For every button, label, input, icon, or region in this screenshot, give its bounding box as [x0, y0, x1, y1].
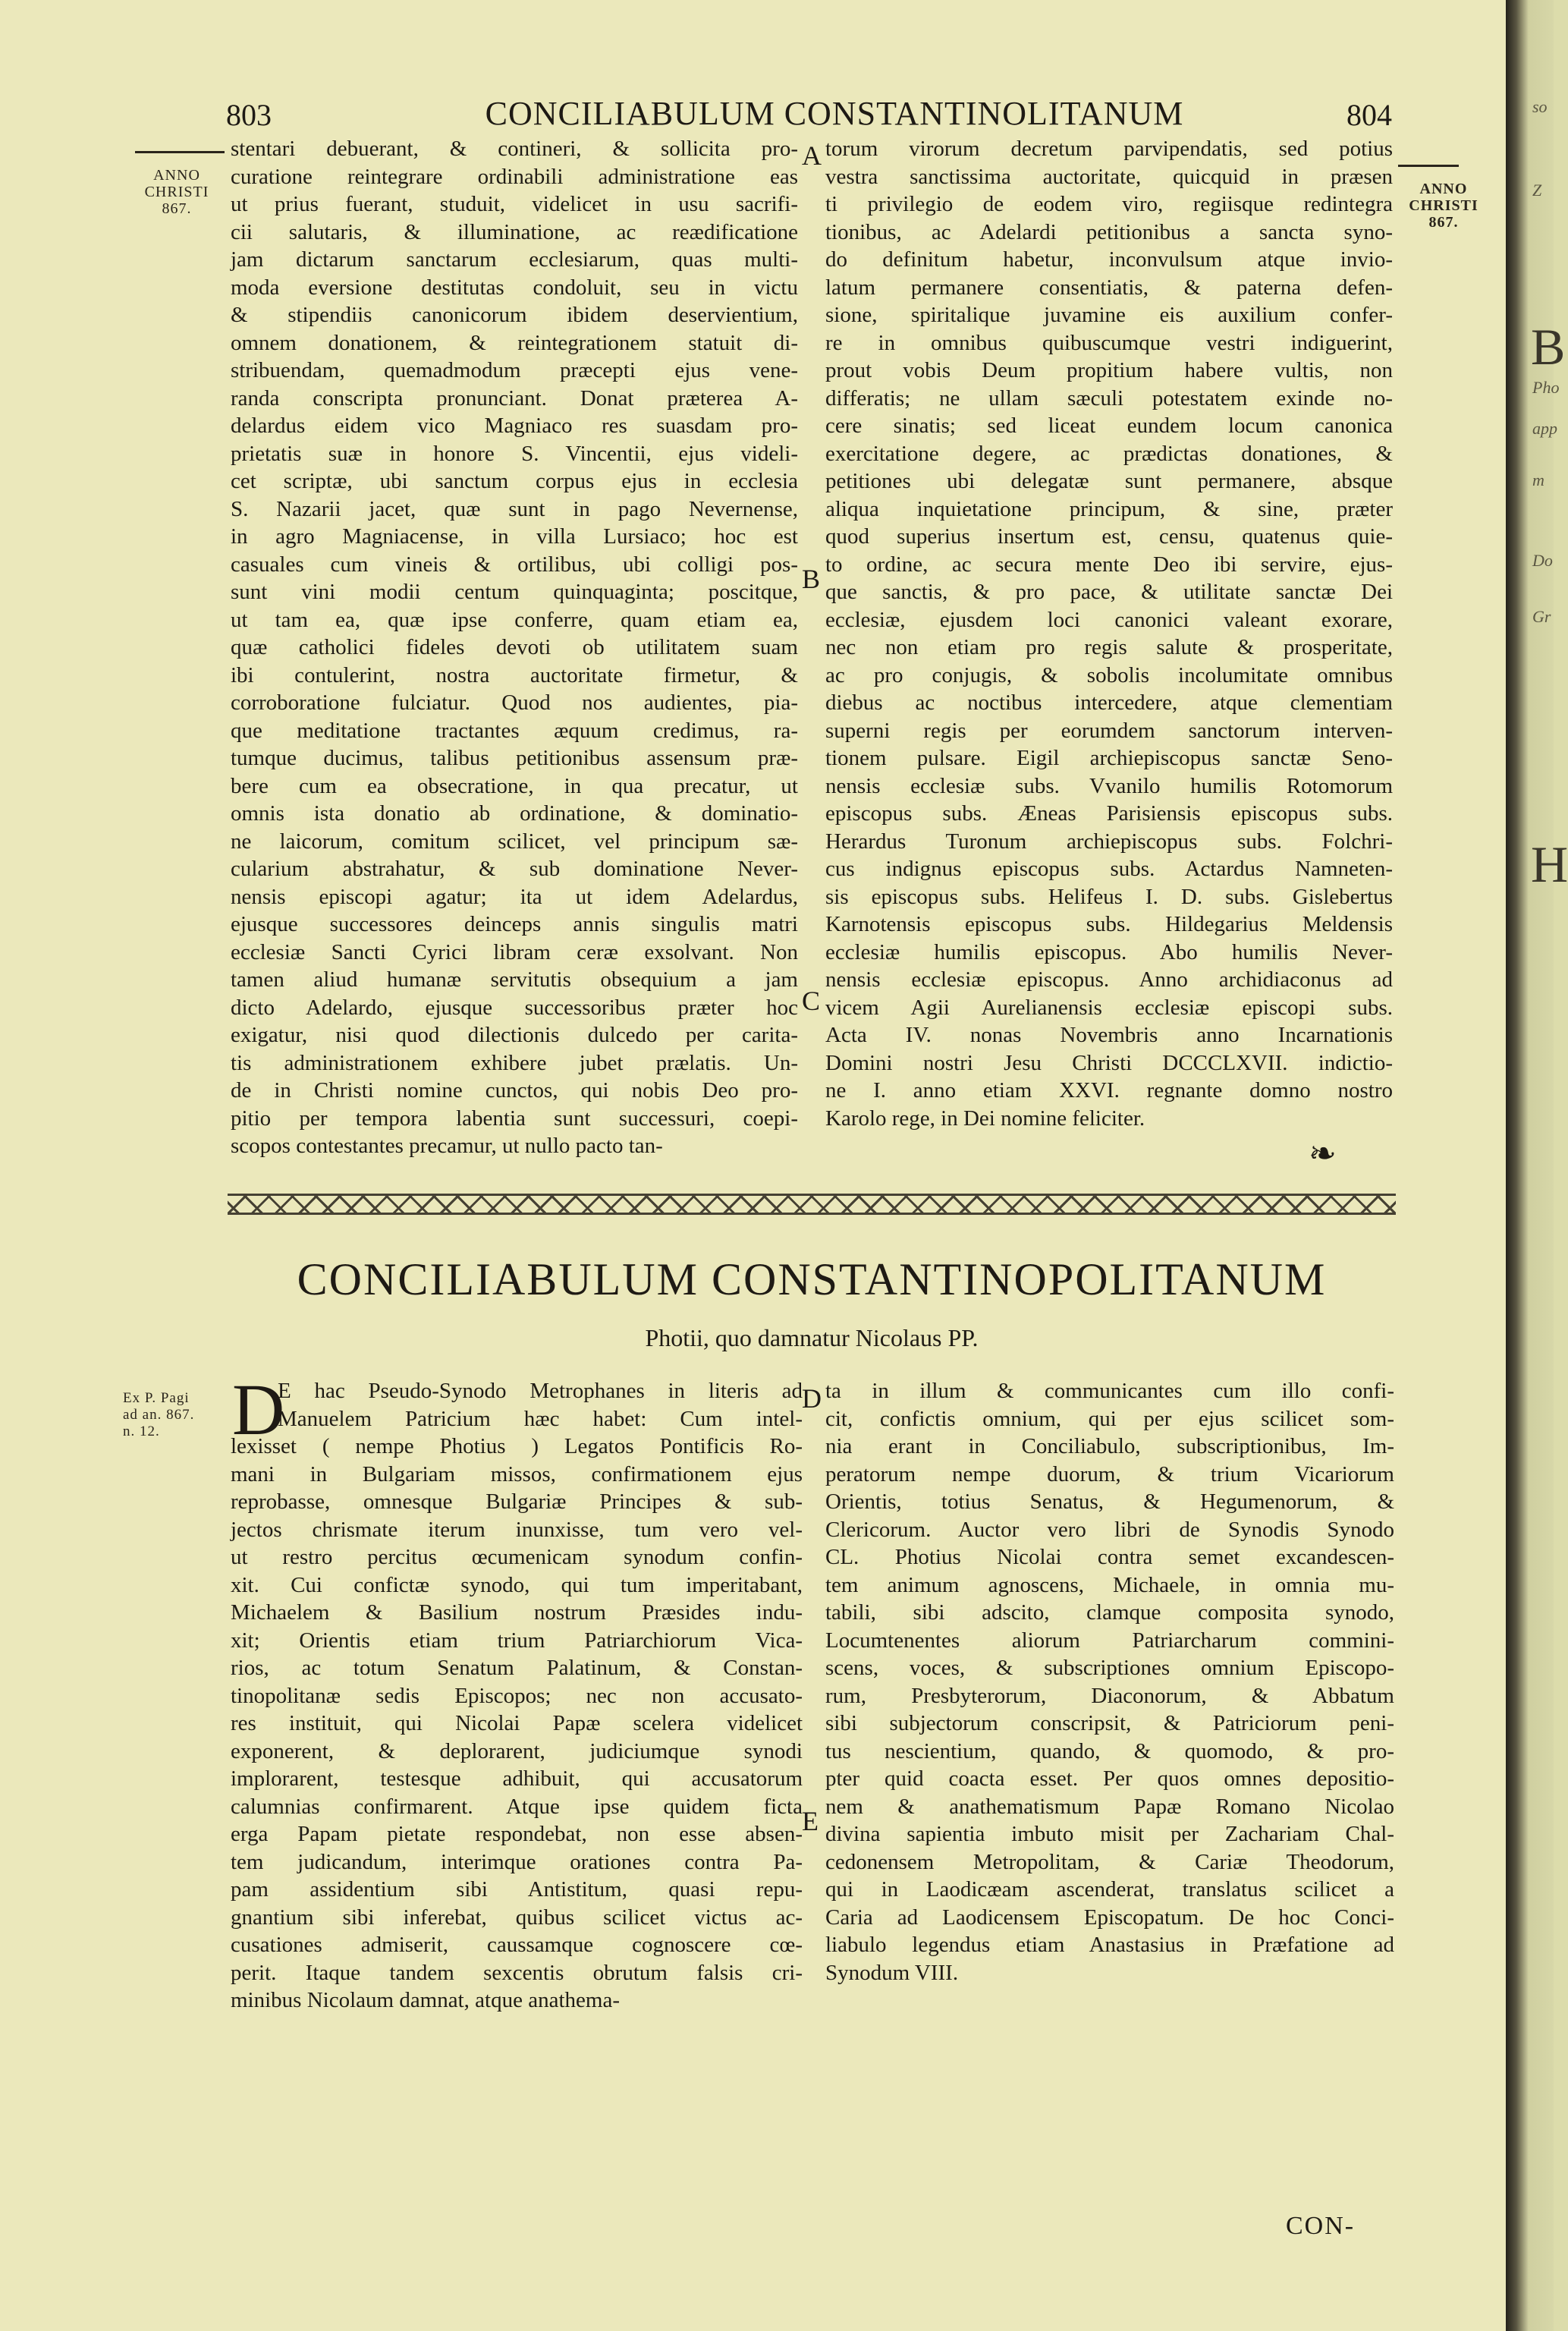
- text-line: minibus Nicolaum damnat, atque anathema-: [231, 1988, 620, 2012]
- text-line: jectos chrismate iterum inunxisse, tum vero vel-: [231, 1517, 803, 1542]
- text-line: cit, confictis omnium, qui per ejus scilicet som-: [825, 1406, 1394, 1431]
- text-line: ut prius fuerant, studuit, videlicet in usu sacrifi-: [231, 192, 798, 216]
- text-line: scopos contestantes precamur, ut nullo pacto tan-: [231, 1134, 663, 1158]
- next-page-fragment: B: [1531, 318, 1566, 376]
- next-page-fragment: Do: [1532, 551, 1553, 570]
- text-line: ejusque successores deinceps annis singulis matri: [231, 912, 798, 936]
- text-line: ne I. anno etiam XXVI. regnante domno nostro: [825, 1078, 1393, 1103]
- text-line: tionem pulsare. Eigil archiepiscopus sanctæ Seno-: [825, 746, 1393, 770]
- text-line: nensis episcopi agatur; ita ut idem Adelardus,: [231, 884, 798, 909]
- text-line: xit. Cui confictæ synodo, qui tum imperitabant,: [231, 1572, 803, 1597]
- text-line: prout vobis Deum propitium habere vultis, non: [825, 358, 1393, 382]
- text-line: petitiones ubi delegatæ sunt permanere, absque: [825, 469, 1393, 493]
- text-line: corroboratione fulciatur. Quod nos audientes, pia-: [231, 690, 798, 715]
- text-line: prietatis suæ in honore S. Vincentii, ejus videli-: [231, 441, 798, 466]
- text-line: & stipendiis canonicorum ibidem deservientium,: [231, 303, 798, 327]
- next-page-fragment: so: [1532, 97, 1548, 116]
- text-line: tem animum agnoscens, Michaele, in omnia mu-: [825, 1572, 1394, 1597]
- text-line: sunt vini modii centum quinquaginta; poscitque,: [231, 580, 798, 604]
- fleuron-ornament: ❧: [1309, 1135, 1337, 1172]
- text-line: ne laicorum, comitum scilicet, vel principum sæ-: [231, 829, 798, 854]
- text-line: perit. Itaque tandem sexcentis obrutum falsis cri-: [231, 1960, 803, 1985]
- text-line: tamen aliud humanæ servitutis obsequium a jam: [231, 967, 798, 992]
- page-number-right: 804: [1346, 98, 1392, 132]
- margin-note-anno-left: ANNO CHRISTI 867.: [144, 167, 209, 217]
- text-line: nem & anathematismum Papæ Romano Nicolao: [825, 1794, 1394, 1819]
- text-line: aliqua inquietatione principum, & sine, præter: [825, 496, 1393, 521]
- text-line: Caria ad Laodicensem Episcopatum. De hoc Conci-: [825, 1905, 1394, 1930]
- text-line: cus indignus episcopus subs. Actardus Namneten-: [825, 857, 1393, 881]
- text-line: Synodum VIII.: [825, 1960, 959, 1985]
- text-line: ecclesiæ, ejusdem loci canonici valeant exorare,: [825, 607, 1393, 632]
- section-letter-e: E: [802, 1806, 819, 1836]
- text-column-left-upper: [231, 135, 798, 1160]
- text-line: Domini nostri Jesu Christi DCCCLXVII. indictio-: [825, 1050, 1393, 1075]
- next-page-fragment: Z: [1532, 181, 1542, 200]
- margin-rule-right: [1398, 165, 1459, 167]
- text-line: nensis ecclesiæ subs. Vvanilo humilis Rotomorum: [825, 773, 1393, 798]
- text-line: de in Christi nomine cunctos, qui nobis Deo pro-: [231, 1078, 798, 1103]
- text-line: omnis ista donatio ab ordinatione, & dominatio-: [231, 801, 798, 826]
- text-line: lexisset ( nempe Photius ) Legatos Pontificis Ro-: [231, 1434, 803, 1458]
- text-line: Locumtenentes aliorum Patriarcharum commini-: [825, 1628, 1394, 1653]
- text-line: pam assidentium sibi Antistitum, quasi repu-: [231, 1877, 803, 1902]
- drop-capital: D: [232, 1369, 285, 1450]
- text-line: Orientis, totius Senatus, & Hegumenorum, &: [825, 1490, 1394, 1514]
- section-subtitle: Photii, quo damnatur Nicolaus PP.: [645, 1324, 979, 1351]
- text-line: moda eversione destitutas condoluit, seu in victu: [231, 275, 798, 300]
- text-line: stribuendam, quemadmodum præcepti ejus vene-: [231, 358, 798, 382]
- text-line: Clericorum. Auctor vero libri de Synodis Synodo: [825, 1517, 1394, 1542]
- text-line: erga Papam pietate respondebat, non esse absen-: [231, 1822, 803, 1846]
- text-line: xit; Orientis etiam trium Patriarchiorum Vica-: [231, 1628, 803, 1653]
- text-line: ecclesiæ Sancti Cyrici libram ceræ exsolvant. Non: [231, 939, 798, 964]
- text-line: tis administrationem exhibere jubet prælatis. Un-: [231, 1050, 798, 1075]
- text-line: rios, ac totum Senatum Palatinum, & Constan-: [231, 1656, 803, 1680]
- text-line: tionibus, ac Adelardi petitionibus a sancta syno-: [825, 219, 1393, 244]
- text-column-left-lower: [231, 1369, 803, 2015]
- text-line: cet scriptæ, ubi sanctum corpus ejus in ecclesia: [231, 469, 798, 493]
- text-line: exigatur, nisi quod dilectionis dulcedo per carita-: [231, 1023, 798, 1047]
- text-line: tem judicandum, interimque orationes contra Pa-: [231, 1849, 803, 1874]
- section-title: CONCILIABULUM CONSTANTINOPOLITANUM: [297, 1254, 1327, 1304]
- text-line: liabulo legendus etiam Anastasius in Præfatione ad: [825, 1933, 1394, 1957]
- text-line: in agro Magniacense, in villa Lursiaco; hoc est: [231, 524, 798, 549]
- text-line: qui in Laodicæam ascenderat, translatus scilicet a: [825, 1877, 1394, 1902]
- ornamental-divider: [228, 1194, 1396, 1215]
- next-page-fragment: m: [1532, 470, 1544, 489]
- section-letter-c: C: [802, 986, 821, 1016]
- running-title: CONCILIABULUM CONSTANTINOLITANUM: [485, 95, 1184, 132]
- text-line: randa conscripta pronunciant. Donat præterea A-: [231, 385, 798, 411]
- text-line: Michaelem & Basilium nostrum Præsides indu-: [231, 1600, 803, 1625]
- text-line: reprobasse, omnesque Bulgariæ Principes & sub-: [231, 1490, 803, 1514]
- text-line: omnem donationem, & reintegrationem statuit di-: [231, 330, 798, 355]
- text-line: latum permanere consentiatis, & paterna defen-: [825, 275, 1393, 300]
- text-line: jam dictarum sanctarum ecclesiarum, quas multi-: [231, 247, 798, 272]
- text-line: Karnotensis episcopus subs. Hildegarius Meldensis: [825, 912, 1393, 936]
- next-page-fragment: Pho: [1532, 378, 1560, 397]
- text-line: curatione reintegrare ordinabili administratione eas: [231, 164, 798, 189]
- text-line: sis episcopus subs. Helifeus I. D. subs. Gislebertus: [825, 884, 1393, 909]
- text-line: Herardus Turonum archiepiscopus subs. Folchri-: [825, 829, 1393, 854]
- text-line: sibi subjectorum conscripsit, & Patriciorum peni-: [825, 1711, 1394, 1735]
- text-line: gnantium sibi inferebat, quibus scilicet victus ac-: [231, 1905, 803, 1930]
- text-line: Manuelem Patricium hæc habet: Cum intel-: [278, 1406, 803, 1431]
- text-line: nia erant in Conciliabulo, subscriptionibus, Im-: [825, 1434, 1394, 1458]
- text-line: mani in Bulgariam missos, confirmationem ejus: [231, 1461, 803, 1486]
- text-line: cii salutaris, & illuminatione, ac reædificatione: [231, 219, 798, 244]
- text-line: cularium abstrahatur, & sub dominatione Never-: [231, 857, 798, 881]
- text-line: ecclesiæ humilis episcopus. Abo humilis Never-: [825, 939, 1393, 964]
- text-line: episcopus subs. Æneas Parisiensis episcopus subs.: [825, 801, 1393, 826]
- section-letter-a: A: [802, 140, 822, 171]
- text-line: exponerent, & deplorarent, judiciumque synodi: [231, 1738, 803, 1763]
- text-line: quod superius insertum est, censu, quatenus quie-: [825, 524, 1393, 549]
- text-line: Acta IV. nonas Novembris anno Incarnationis: [825, 1023, 1393, 1047]
- text-line: dicto Adelardo, ejusque successoribus præter hoc: [231, 995, 798, 1020]
- text-line: tus nescientium, quando, & quomodo, & pro-: [825, 1738, 1394, 1763]
- text-line: torum virorum decretum parvipendatis, sed potius: [825, 137, 1393, 161]
- text-column-right-lower: [825, 1377, 1394, 1987]
- text-line: CL. Photius Nicolai contra semet excandescen-: [825, 1545, 1394, 1569]
- text-line: que meditatione tractantes æquum credimus, ra-: [231, 718, 798, 743]
- section-letter-d: D: [802, 1383, 822, 1414]
- text-line: ut tam ea, quæ ipse conferre, quam etiam ea,: [231, 607, 798, 632]
- text-line: sione, spiritalique juvamine eis auxilium confer-: [825, 303, 1393, 327]
- text-line: res instituit, qui Nicolai Papæ scelera videlicet: [231, 1711, 803, 1735]
- text-line: tumque ducimus, talibus petitionibus assensum præ-: [231, 746, 798, 770]
- text-line: E hac Pseudo-Synodo Metrophanes in literis ad: [278, 1379, 803, 1403]
- text-line: nensis ecclesiæ episcopus. Anno archidiaconus ad: [825, 967, 1393, 992]
- text-line: S. Nazarii jacet, quæ sunt in pago Nevernense,: [231, 496, 798, 521]
- text-line: differatis; ne ullam sæculi potestatem exinde no-: [825, 385, 1393, 411]
- text-line: delardus eidem vico Magniaco res suasdam pro-: [231, 414, 798, 438]
- margin-note-source: Ex P. Pagi ad an. 867. n. 12.: [123, 1390, 195, 1439]
- next-page-fragment: app: [1532, 419, 1557, 438]
- text-line: ibi contulerint, nostra auctoritate firmetur, &: [231, 662, 798, 687]
- text-line: re in omnibus quibuscumque vestri indiguerint,: [825, 330, 1393, 355]
- text-line: calumnias confirmarent. Atque ipse quidem ficta: [231, 1794, 803, 1819]
- text-line: cedonensem Metropolitam, & Cariæ Theodorum,: [825, 1849, 1394, 1874]
- text-column-right-upper: [825, 135, 1393, 1132]
- text-line: nec non etiam pro regis salute & prosperitate,: [825, 635, 1393, 659]
- section-letter-b: B: [802, 564, 821, 594]
- text-line: rum, Presbyterorum, Diaconorum, & Abbatum: [825, 1683, 1394, 1708]
- text-line: stentari debuerant, & contineri, & sollicita pro-: [231, 137, 798, 161]
- text-line: ac pro conjugis, & sobolis incolumitate omnibus: [825, 662, 1393, 687]
- text-line: ta in illum & communicantes cum illo confi-: [825, 1379, 1394, 1403]
- text-line: superni regis per eorumdem sanctorum interven-: [825, 718, 1393, 743]
- text-line: divina sapientia imbuto misit per Zachariam Chal-: [825, 1822, 1394, 1846]
- margin-note-anno-right: ANNO CHRISTI 867.: [1409, 181, 1478, 231]
- text-line: exercitatione degere, ac prædictas donationes, &: [825, 441, 1393, 466]
- text-line: casuales cum vineis & ortilibus, ubi colligi pos-: [231, 552, 798, 577]
- text-line: pitio per tempora labentia sunt successuri, coepi-: [231, 1106, 798, 1131]
- text-line: tabili, sibi adscito, clamque composita synodo,: [825, 1600, 1394, 1625]
- text-line: implorarent, testesque adhibuit, qui accusatorum: [231, 1766, 803, 1791]
- text-line: cere sinatis; sed liceat eundem locum canonica: [825, 414, 1393, 438]
- next-page-fragment: H: [1531, 835, 1568, 893]
- text-line: to ordine, ac secura mente Deo ibi servire, ejus-: [825, 552, 1393, 577]
- text-line: quæ catholici fideles devoti ob utilitatem suam: [231, 635, 798, 659]
- text-line: ut restro percitus œcumenicam synodum confin-: [231, 1545, 803, 1569]
- text-line: cusationes admiserit, caussamque cognoscere cœ-: [231, 1933, 803, 1957]
- text-line: Karolo rege, in Dei nomine feliciter.: [825, 1106, 1145, 1131]
- text-line: diebus ac noctibus intercedere, atque clementiam: [825, 690, 1393, 715]
- text-line: vestra sanctissima auctoritate, quicquid in præsen: [825, 164, 1393, 189]
- text-line: vicem Agii Aurelianensis ecclesiæ episcopi subs.: [825, 995, 1393, 1020]
- text-line: tinopolitanæ sedis Episcopos; nec non accusato-: [231, 1683, 803, 1708]
- text-line: bere cum ea obsecratione, in qua precatur, ut: [231, 773, 798, 798]
- text-line: que sanctis, & pro pace, & utilitate sanctæ Dei: [825, 580, 1393, 604]
- text-line: pter quid coacta esset. Per quos omnes depositio-: [825, 1766, 1394, 1791]
- text-line: do definitum habetur, inconvulsum atque invio-: [825, 247, 1393, 272]
- page-number-left: 803: [226, 98, 272, 132]
- catchword: CON-: [1286, 2212, 1356, 2240]
- text-line: peratorum nempe duorum, & trium Vicariorum: [825, 1461, 1394, 1486]
- next-page-fragment: Gr: [1532, 607, 1551, 626]
- text-line: scens, voces, & subscriptiones omnium Episcopo-: [825, 1656, 1394, 1680]
- text-line: ti privilegio de eodem viro, regiisque redintegra: [825, 192, 1393, 216]
- margin-rule-left: [135, 151, 225, 153]
